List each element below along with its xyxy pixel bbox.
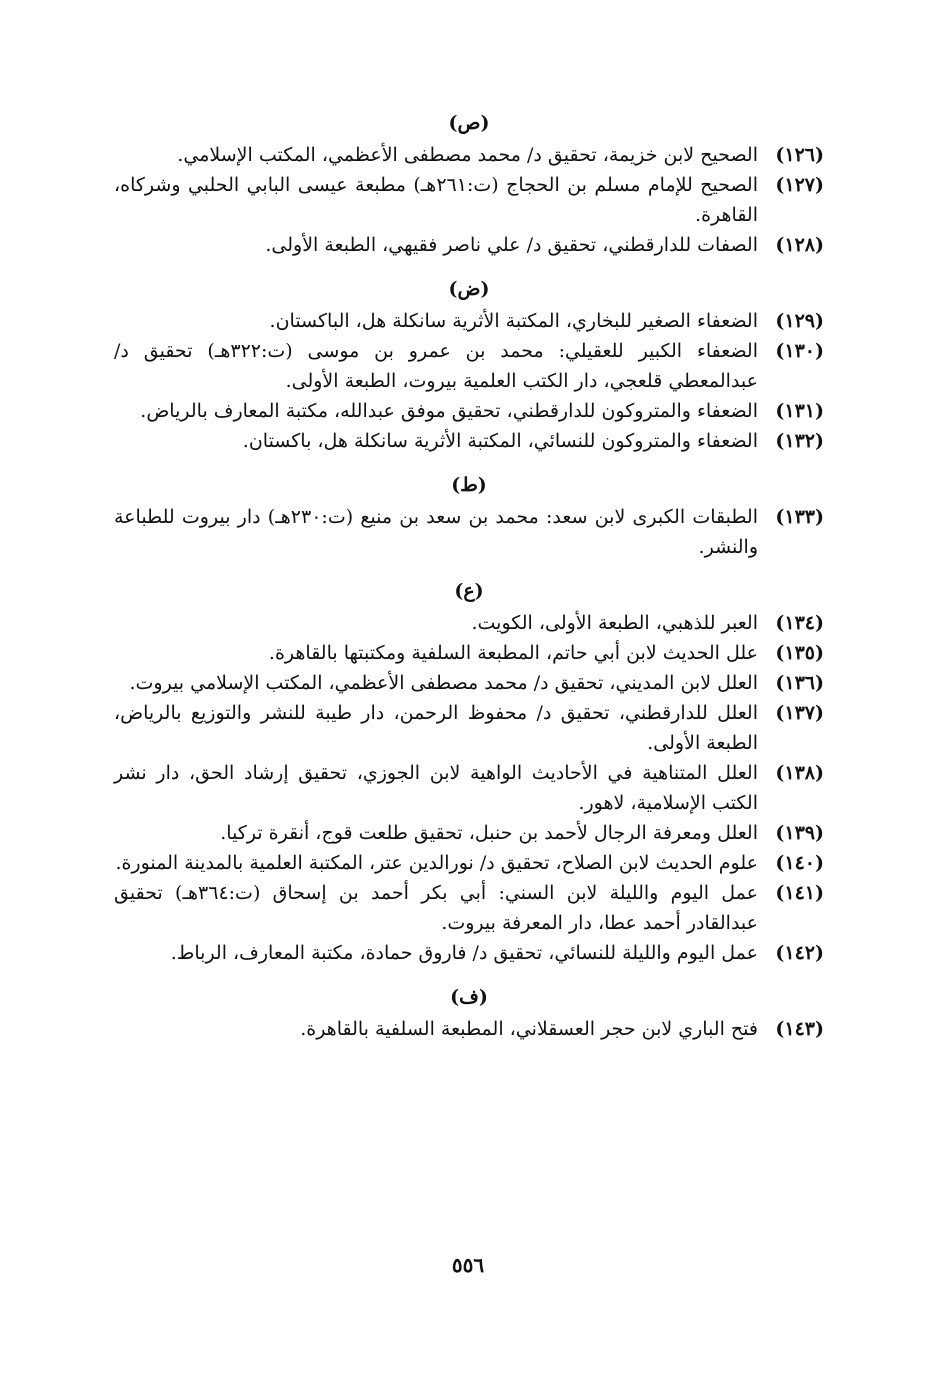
bibliography-entry xyxy=(114,878,824,938)
entry-number: (١٤١) xyxy=(775,882,824,904)
bibliography-entry xyxy=(114,396,824,426)
entry-text: الضعفاء والمتروكون للدارقطني، تحقيق موفق عبدالله، مكتبة المعارف بالرياض. xyxy=(140,400,758,422)
entry-number: (١٣٣) xyxy=(775,506,824,528)
entry-text: علل الحديث لابن أبي حاتم، المطبعة السلفية ومكتبتها بالقاهرة. xyxy=(268,642,758,664)
entry-number: (١٤٣) xyxy=(775,1018,824,1040)
section-heading: (ع) xyxy=(454,580,484,602)
entry-text: العلل للدارقطني، تحقيق د/ محفوظ الرحمن، دار طيبة للنشر والتوزيع بالرياض، الطبعة الأولى. xyxy=(114,702,758,754)
bibliography-entry xyxy=(114,426,824,456)
entry-number: (١٢٧) xyxy=(775,174,824,196)
entry-text: عمل اليوم والليلة للنسائي، تحقيق د/ فاروق حمادة، مكتبة المعارف، الرباط. xyxy=(170,942,758,964)
bibliography-entry xyxy=(114,818,824,848)
bibliography-entry xyxy=(114,170,824,230)
bibliography-list xyxy=(114,108,824,1044)
entry-number: (١٣٦) xyxy=(775,672,824,694)
entry-number: (١٣٩) xyxy=(775,822,824,844)
entry-text: فتح الباري لابن حجر العسقلاني، المطبعة السلفية بالقاهرة. xyxy=(300,1018,758,1040)
entry-text: عمل اليوم والليلة لابن السني: أبي بكر أحمد بن إسحاق (ت:٣٦٤هـ) تحقيق عبدالقادر أحمد عطا، دار المعرفة بيروت. xyxy=(114,882,759,934)
entry-text: العلل المتناهية في الأحاديث الواهية لابن الجوزي، تحقيق إرشاد الحق، دار نشر الكتب الإسلامية، لاهور. xyxy=(114,762,758,814)
entry-text: العلل ومعرفة الرجال لأحمد بن حنبل، تحقيق طلعت قوج، أنقرة تركيا. xyxy=(220,822,758,844)
entry-number: (١٤٠) xyxy=(775,852,824,874)
bibliography-entry xyxy=(114,638,824,668)
entry-text: الصحيح لابن خزيمة، تحقيق د/ محمد مصطفى الأعظمي، المكتب الإسلامي. xyxy=(177,144,758,166)
entry-text: الصفات للدارقطني، تحقيق د/ علي ناصر فقيهي، الطبعة الأولى. xyxy=(265,234,758,256)
bibliography-entry xyxy=(114,668,824,698)
section-sad xyxy=(114,108,824,260)
section-heading: (ف) xyxy=(450,986,488,1008)
section-heading: (ص) xyxy=(448,112,490,134)
entry-text: الضعفاء الصغير للبخاري، المكتبة الأثرية سانكلة هل، الباكستان. xyxy=(269,310,758,332)
bibliography-entry xyxy=(114,938,824,968)
entry-text: العلل لابن المديني، تحقيق د/ محمد مصطفى الأعظمي، المكتب الإسلامي بيروت. xyxy=(129,672,758,694)
section-ayn xyxy=(114,576,824,968)
entry-number: (١٣١) xyxy=(775,400,824,422)
entry-number: (١٣٢) xyxy=(775,430,824,452)
entry-text: علوم الحديث لابن الصلاح، تحقيق د/ نورالدين عتر، المكتبة العلمية بالمدينة المنورة. xyxy=(115,852,758,874)
entry-number: (١٢٨) xyxy=(775,234,824,256)
bibliography-entry xyxy=(114,502,824,562)
entry-text: الطبقات الكبرى لابن سعد: محمد بن سعد بن منيع (ت:٢٣٠هـ) دار بيروت للطباعة والنشر. xyxy=(114,506,758,558)
section-heading: (ط) xyxy=(451,474,487,496)
entry-number: (١٣٤) xyxy=(775,612,824,634)
entry-number: (١٣٧) xyxy=(775,702,824,724)
entry-number: (١٤٢) xyxy=(775,942,824,964)
bibliography-entry xyxy=(114,1014,824,1044)
entry-number: (١٣٠) xyxy=(775,340,824,362)
page-number: ٥٥٦ xyxy=(451,1253,485,1277)
bibliography-entry xyxy=(114,140,824,170)
entry-number: (١٢٩) xyxy=(775,310,824,332)
entry-text: العبر للذهبي، الطبعة الأولى، الكويت. xyxy=(471,612,758,634)
bibliography-entry xyxy=(114,306,824,336)
entry-text: الصحيح للإمام مسلم بن الحجاج (ت:٢٦١هـ) مطبعة عيسى البابي الحلبي وشركاه، القاهرة. xyxy=(114,174,758,226)
entry-text: الضعفاء الكبير للعقيلي: محمد بن عمرو بن موسى (ت:٣٢٢هـ) تحقيق د/عبدالمعطي قلعجي، دار الكتب العلمية بيروت، الطبعة الأولى. xyxy=(114,340,758,392)
entry-text: الضعفاء والمتروكون للنسائي، المكتبة الأثرية سانكلة هل، باكستان. xyxy=(242,430,758,452)
entry-number: (١٣٥) xyxy=(775,642,824,664)
section-heading: (ض) xyxy=(448,278,490,300)
bibliography-entry xyxy=(114,608,824,638)
bibliography-entry xyxy=(114,758,824,818)
section-fa xyxy=(114,982,824,1044)
entry-number: (١٢٦) xyxy=(775,144,824,166)
bibliography-entry xyxy=(114,698,824,758)
bibliography-entry xyxy=(114,336,824,396)
entry-number: (١٣٨) xyxy=(775,762,824,784)
bibliography-entry xyxy=(114,230,824,260)
section-ta xyxy=(114,470,824,562)
section-dad xyxy=(114,274,824,456)
bibliography-entry xyxy=(114,848,824,878)
